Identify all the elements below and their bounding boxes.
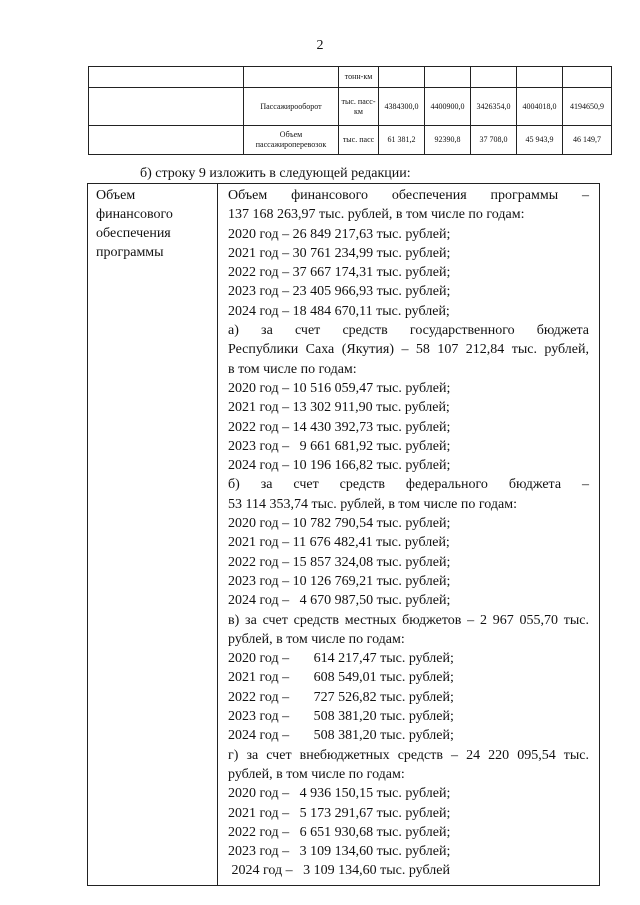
funding-line: 2024 год – 4 670 987,50 тыс. рублей;: [228, 593, 451, 609]
funding-line: г) за счет внебюджетных средств – 24 220 095,54 тыс.: [228, 747, 589, 763]
funding-line: 53 114 353,74 тыс. рублей, в том числе по годам:: [228, 496, 517, 512]
page-number: 2: [316, 38, 324, 53]
funding-line: 2021 год – 608 549,01 тыс. рублей;: [228, 670, 454, 686]
funding-table: [87, 183, 600, 886]
funding-line: рублей, в том числе по годам:: [228, 766, 405, 782]
funding-lines: [228, 186, 589, 881]
funding-line: 2024 год – 3 109 134,60 тыс. рублей: [228, 863, 450, 879]
funding-line: 2021 год – 13 302 911,90 тыс. рублей;: [228, 400, 450, 416]
statistics-table: [88, 66, 612, 155]
funding-line: 2022 год – 14 430 392,73 тыс. рублей;: [228, 419, 451, 435]
funding-line: в) за счет средств местных бюджетов – 2 967 055,70 тыс.: [228, 612, 589, 628]
funding-line: 2024 год – 508 381,20 тыс. рублей;: [228, 728, 454, 744]
funding-line: 2021 год – 11 676 482,41 тыс. рублей;: [228, 535, 450, 551]
funding-line: а) за счет средств государственного бюджета: [228, 323, 589, 339]
funding-line: 2024 год – 18 484 670,11 тыс. рублей;: [228, 303, 450, 319]
funding-line: 2023 год – 23 405 966,93 тыс. рублей;: [228, 284, 451, 300]
funding-line: 137 168 263,97 тыс. рублей, в том числе по годам:: [228, 207, 525, 223]
funding-line: 2022 год – 6 651 930,68 тыс. рублей;: [228, 824, 451, 840]
funding-line: рублей, в том числе по годам:: [228, 631, 405, 647]
funding-line: 2022 год – 727 526,82 тыс. рублей;: [228, 689, 454, 705]
funding-line: 2021 год – 30 761 234,99 тыс. рублей;: [228, 245, 451, 261]
table-row: [88, 184, 600, 886]
funding-line: Республики Саха (Якутия) – 58 107 212,84 тыс. рублей,: [228, 342, 589, 358]
funding-line: в том числе по годам:: [228, 361, 357, 377]
funding-line: 2023 год – 3 109 134,60 тыс. рублей;: [228, 844, 451, 860]
funding-line: 2024 год – 10 196 166,82 тыс. рублей;: [228, 458, 451, 474]
table-row: Пассажирооборот тыс. пасс-км 4384300,0 4400900,0 3426354,0 4004018,0 4194650,9: [89, 88, 612, 126]
funding-line: 2023 год – 9 661 681,92 тыс. рублей;: [228, 438, 451, 454]
funding-line: 2020 год – 4 936 150,15 тыс. рублей;: [228, 786, 451, 802]
funding-line: 2022 год – 37 667 174,31 тыс. рублей;: [228, 265, 451, 281]
funding-line: 2020 год – 10 516 059,47 тыс. рублей;: [228, 380, 451, 396]
funding-line: Объем финансового обеспечения программы –: [228, 188, 589, 203]
funding-line: 2020 год – 26 849 217,63 тыс. рублей;: [228, 226, 451, 242]
table-row: тонн-км: [89, 67, 612, 88]
table-row: Объем пассажироперевозок тыс. пасс 61 381,2 92390,8 37 708,0 45 943,9 46 149,7: [89, 126, 612, 155]
funding-line: 2023 год – 10 126 769,21 тыс. рублей;: [228, 573, 451, 589]
funding-line: 2021 год – 5 173 291,67 тыс. рублей;: [228, 805, 451, 821]
funding-line: б) за счет средств федерального бюджета –: [228, 477, 589, 493]
funding-line: 2020 год – 10 782 790,54 тыс. рублей;: [228, 516, 451, 532]
row-label: Объем финансового обеспечения программы: [88, 184, 218, 886]
funding-line: 2020 год – 614 217,47 тыс. рублей;: [228, 651, 454, 667]
section-instruction: б) строку 9 изложить в следующей редакции:: [140, 166, 411, 181]
funding-line: 2022 год – 15 857 324,08 тыс. рублей;: [228, 554, 451, 570]
funding-content: [218, 184, 600, 886]
funding-line: 2023 год – 508 381,20 тыс. рублей;: [228, 709, 454, 725]
